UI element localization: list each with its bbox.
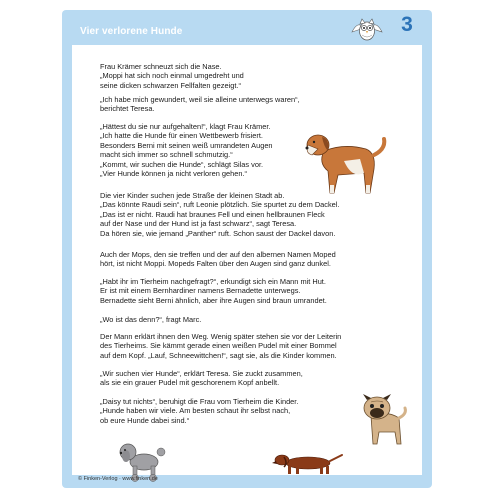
st-bernard-illustration [304,123,394,203]
worksheet-frame [62,10,432,488]
pug-illustration [357,388,415,450]
publisher-footer: © Finken-Verlog · www.finken.de [78,476,158,482]
text-panel [72,45,422,475]
paragraph-6: „Habt ihr im Tierheim nachgefragt?“, erkundigt sich ein Mann mit Hut. Er ist mit einem Bernhardiner namens Bernadette unterwegs. Bernadette sieht Berni ähnlich, aber ihre Augen sind braun umrandet. [100,277,327,305]
worksheet-title: Vier verlorene Hunde [80,26,183,37]
paragraph-9: „Wir suchen vier Hunde“, erklärt Teresa. Sie zuckt zusammen, als sie ein grauer Pudel mit geschorenem Kopf anbellt. [100,369,303,388]
paragraph-4: Die vier Kinder suchen jede Straße der kleinen Stadt ab. „Das könnte Raudi sein“, ruft Leonie plötzlich. Sie spurtet zu dem Dackel. „Das ist er nicht. Raudi hat braunes Fell und einen hellbraunen Fleck auf der Nase und der Hund ist ja fast schwarz“, sagt Teresa. Da hören sie, wie jemand „Panther“ ruft. Schon saust der Dackel davon. [100,191,340,238]
dachshund-illustration [272,453,344,475]
owl-icon [350,14,384,44]
worksheet-number: 3 [401,13,413,36]
paragraph-8: Der Mann erklärt ihnen den Weg. Wenig später stehen sie vor der Leiterin des Tierheims. Sie kämmt gerade einen weißen Pudel mit einer Bommel auf dem Kopf. „Lauf, Schneewittchen!“, sagt sie, als die Kinder kommen. [100,332,342,360]
paragraph-7: „Wo ist das denn?“, fragt Marc. [100,315,202,324]
paragraph-1: Frau Krämer schneuzt sich die Nase. „Moppi hat sich noch einmal umgedreht und seine dicken schwarzen Fellfalten gezeigt.“ [100,62,244,90]
paragraph-3: „Hättest du sie nur aufgehalten!“, klagt Frau Krämer. „Ich hatte die Hunde für einen Wettbewerb frisiert. Besonders Berni mit seinen weiß umrandeten Augen macht sich immer so schnell schmutzig.“ „Kommt, wir suchen die Hunde“, schlägt Silas vor. „Vier Hunde können ja nicht verloren gehen.“ [100,122,273,179]
paragraph-5: Auch der Mops, den sie treffen und der auf den albernen Namen Moped hört, ist nicht Moppi. Mopeds Falten über den Augen sind ganz dunkel. [100,250,336,269]
paragraph-10: „Daisy tut nichts“, beruhigt die Frau vom Tierheim die Kinder. „Hunde haben wir viele. Am besten schaut ihr selbst nach, ob eure Hunde dabei sind.“ [100,397,299,425]
paragraph-2: „Ich habe mich gewundert, weil sie alleine unterwegs waren“, berichtet Teresa. [100,95,300,114]
